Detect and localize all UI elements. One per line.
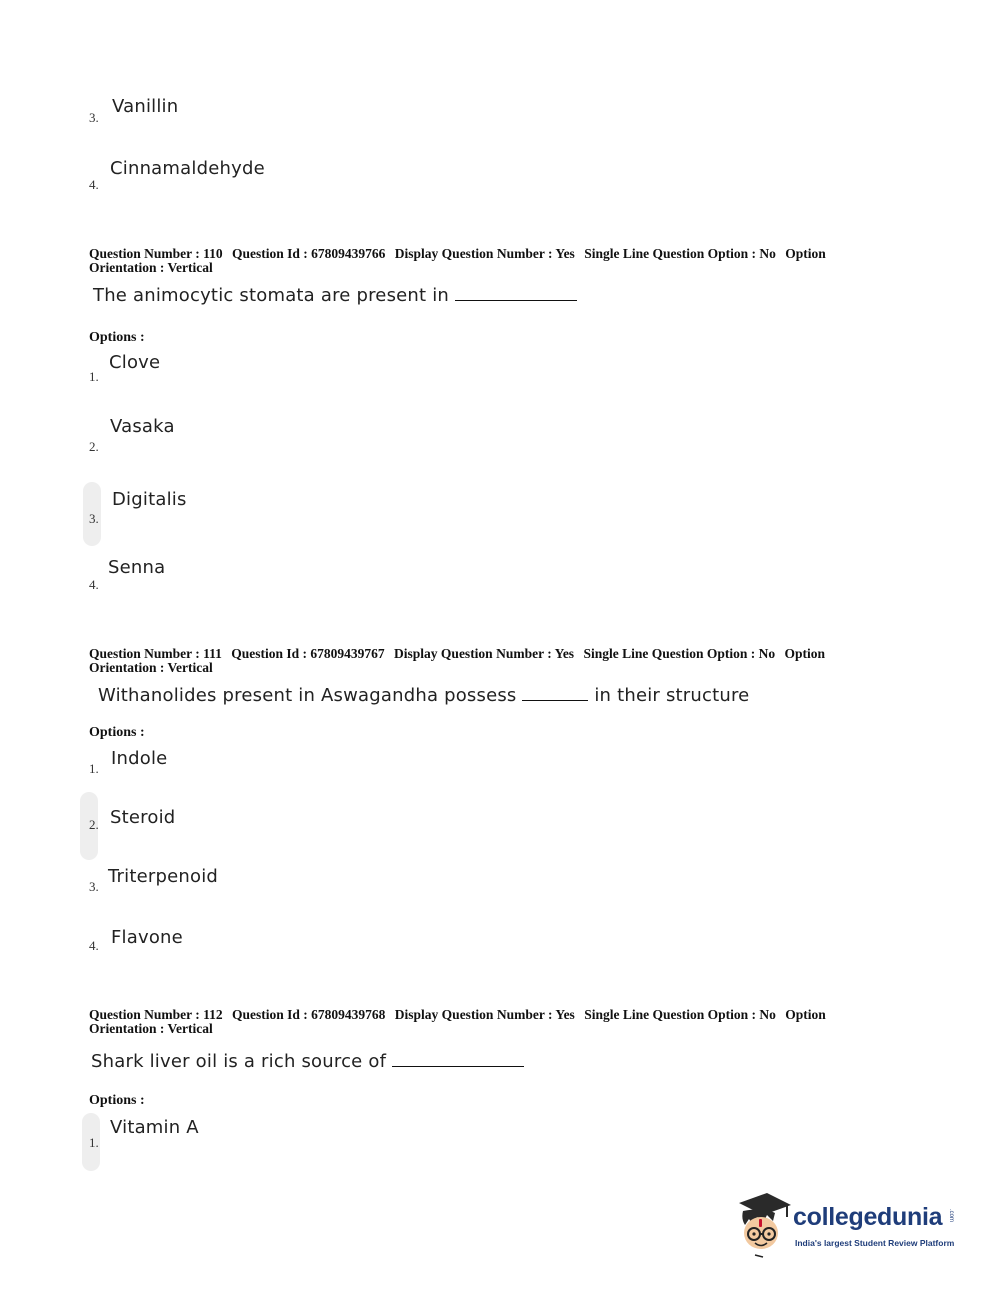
option-text: Cinnamaldehyde bbox=[110, 158, 265, 179]
option-word: Option bbox=[785, 1007, 826, 1022]
option-word: Option bbox=[784, 646, 825, 661]
option-text: Clove bbox=[109, 352, 161, 373]
option-number: 1. bbox=[89, 1135, 99, 1150]
question-text-body: The animocytic stomata are present in bbox=[93, 285, 450, 306]
answer-blank bbox=[455, 286, 577, 301]
option-number: 3. bbox=[89, 511, 99, 526]
single-line-option: Single Line Question Option : No bbox=[584, 1007, 776, 1022]
option-number: 4. bbox=[89, 577, 99, 592]
option-number: 3. bbox=[89, 110, 99, 125]
option-number: 4. bbox=[89, 938, 99, 953]
answer-blank bbox=[392, 1052, 524, 1067]
option-number: 1. bbox=[89, 369, 99, 384]
question-number: Question Number : 112 bbox=[89, 1007, 223, 1022]
question-meta bbox=[89, 647, 889, 675]
option-number: 1. bbox=[89, 761, 99, 776]
answer-blank bbox=[522, 686, 588, 701]
options-label: Options : bbox=[89, 1093, 145, 1108]
collegedunia-logo bbox=[735, 1189, 965, 1259]
orientation: Orientation : Vertical bbox=[89, 1021, 213, 1036]
option-number: 3. bbox=[89, 879, 99, 894]
question-id: Question Id : 67809439767 bbox=[231, 646, 385, 661]
question-number: Question Number : 111 bbox=[89, 646, 222, 661]
option-text: Senna bbox=[108, 557, 166, 578]
orientation: Orientation : Vertical bbox=[89, 660, 213, 675]
logo-domain: .com bbox=[948, 1209, 954, 1223]
option-word: Option bbox=[785, 246, 826, 261]
question-text-after: in their structure bbox=[594, 685, 750, 706]
option-text: Vanillin bbox=[112, 96, 179, 117]
orientation: Orientation : Vertical bbox=[89, 260, 213, 275]
logo-wordmark: collegedunia bbox=[793, 1203, 943, 1231]
option-number: 2. bbox=[89, 439, 99, 454]
single-line-option: Single Line Question Option : No bbox=[584, 246, 776, 261]
question-number: Question Number : 110 bbox=[89, 246, 223, 261]
question-id: Question Id : 67809439768 bbox=[232, 1007, 386, 1022]
options-label: Options : bbox=[89, 725, 145, 740]
option-text: Steroid bbox=[110, 807, 176, 828]
option-number: 2. bbox=[89, 817, 99, 832]
display-question-number: Display Question Number : Yes bbox=[394, 246, 575, 261]
logo-tagline: India's largest Student Review Platform bbox=[795, 1238, 955, 1248]
question-id: Question Id : 67809439766 bbox=[232, 246, 386, 261]
option-text: Indole bbox=[111, 748, 168, 769]
graduate-mascot-icon bbox=[735, 1189, 793, 1259]
question-meta bbox=[89, 247, 889, 275]
question-text bbox=[98, 685, 749, 706]
question-text-before: Withanolides present in Aswagandha possess bbox=[98, 685, 517, 706]
option-text: Vitamin A bbox=[110, 1117, 199, 1138]
option-text: Vasaka bbox=[110, 416, 175, 437]
option-number: 4. bbox=[89, 177, 99, 192]
option-text: Flavone bbox=[111, 927, 183, 948]
option-text: Digitalis bbox=[112, 489, 187, 510]
question-meta bbox=[89, 1008, 889, 1036]
options-label: Options : bbox=[89, 330, 145, 345]
question-text bbox=[93, 285, 577, 306]
option-text: Triterpenoid bbox=[108, 866, 219, 887]
display-question-number: Display Question Number : Yes bbox=[394, 1007, 575, 1022]
question-text bbox=[91, 1051, 524, 1072]
display-question-number: Display Question Number : Yes bbox=[394, 646, 575, 661]
single-line-option: Single Line Question Option : No bbox=[583, 646, 776, 661]
question-text-body: Shark liver oil is a rich source of bbox=[91, 1051, 387, 1072]
